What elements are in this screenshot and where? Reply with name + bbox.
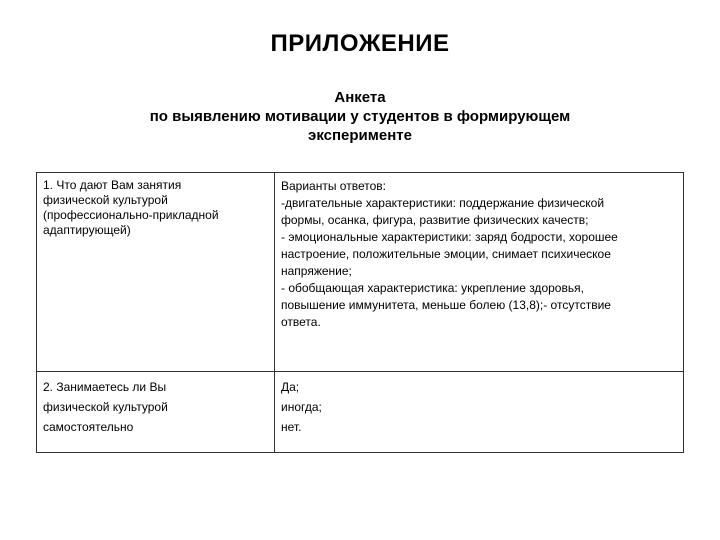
table-row	[37, 372, 684, 453]
question-line: (профессионально-прикладной	[43, 208, 219, 222]
answer-line: - обобщающая характеристика: укрепление здоровья,	[281, 281, 584, 295]
question-line: самостоятельно	[43, 420, 134, 434]
question-line: адаптирующей)	[43, 223, 131, 237]
subtitle-line: по выявлению мотивации у студентов в формирующем	[149, 108, 571, 125]
answer-line: напряжение;	[281, 264, 352, 278]
answer-line: настроение, положительные эмоции, снимает психическое	[281, 247, 611, 261]
answer-line: нет.	[281, 420, 302, 434]
answer-line: - эмоциональные характеристики: заряд бодрости, хорошее	[281, 230, 618, 244]
question-line: физической культурой	[43, 400, 168, 414]
answer-line: повышение иммунитета, меньше болею (13,8);- отсутствие	[281, 298, 611, 312]
answer-line: формы, осанка, фигура, развитие физических качеств;	[281, 213, 589, 227]
question-cell	[37, 372, 275, 453]
answer-line: иногда;	[281, 400, 322, 414]
page-title: ПРИЛОЖЕНИЕ	[270, 30, 450, 57]
answer-line: Варианты ответов:	[281, 179, 386, 193]
answer-line: ответа.	[281, 315, 321, 329]
question-line: 2. Занимаетесь ли Вы	[43, 380, 167, 394]
question-cell	[37, 173, 275, 372]
answer-cell	[275, 173, 684, 372]
answer-line: Да;	[281, 380, 300, 394]
questionnaire-table	[36, 172, 684, 453]
subtitle-line: эксперименте	[308, 127, 412, 144]
question-line: 1. Что дают Вам занятия	[43, 178, 182, 192]
question-line: физической культурой	[43, 193, 168, 207]
subtitle-line: Анкета	[334, 89, 386, 106]
answer-line: -двигательные характеристики: поддержание физической	[281, 196, 605, 210]
answer-cell	[275, 372, 684, 453]
questionnaire-subtitle	[60, 88, 660, 145]
table-row	[37, 173, 684, 372]
